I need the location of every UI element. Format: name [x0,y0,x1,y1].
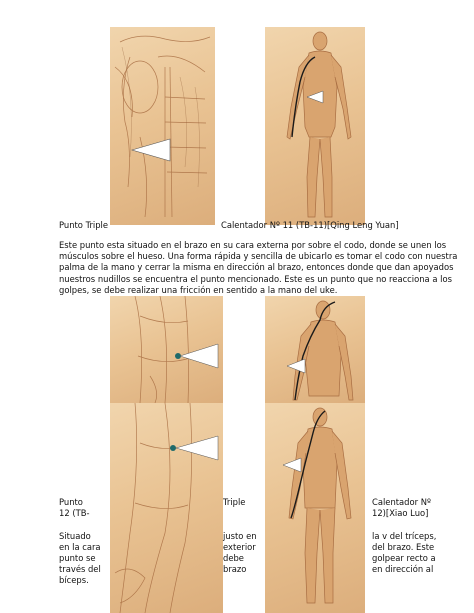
column-line: exterior [223,541,256,552]
description-paragraph [59,240,457,296]
text-column-left [59,497,101,587]
column-line: Punto [59,497,83,507]
point-arrow-icon [283,458,301,472]
column-line: la v del tríceps, [372,530,437,541]
column-line: brazo [223,564,247,575]
column-line: en la cara [59,541,101,552]
column-line: punto se [59,553,96,564]
column-line [223,519,257,530]
point-arrow-icon [132,139,170,161]
column-line: golpear recto a [372,553,436,564]
paragraph-line: músculos sobre el hueso. Una forma rápida y sencilla de ubicarlo es tomar el codo con nuestra [59,251,458,262]
point-arrow-icon [176,436,218,460]
point-arrow-icon [180,344,218,368]
full-body-back-image-top [265,296,365,403]
column-line: 12 (TB- [59,508,90,519]
text-column-right [372,497,436,575]
column-line [372,519,436,530]
column-line: Triple [223,497,246,507]
column-line: debe [223,553,244,564]
text-column-middle [223,497,257,575]
column-line: 12)[Xiao Luo] [372,508,429,519]
paragraph-line: golpes, se debe realizar una fricción en sentido a la mano del uke. [59,284,338,295]
forearm-muscle-closeup-image [110,296,223,403]
column-line: del brazo. Este [372,541,435,552]
full-body-back-image-bottom [265,403,365,613]
column-line: bíceps. [59,575,89,586]
column-line [59,519,101,530]
arm-muscle-long-image [110,403,223,613]
column-line: justo en [223,530,257,541]
point-name-right: Calentador Nº 11 (TB-11)[Qing Leng Yuan] [221,220,399,230]
point-name-left: Punto Triple [59,220,109,230]
column-line: Situado [59,530,91,541]
paragraph-line: nuestros nudillos se encuentra el punto mencionado. Este es un punto que no reacciona a los [59,273,452,284]
torso-muscle-closeup-image [110,27,215,225]
paragraph-line: Este punto esta situado en el brazo en su cara externa por sobre el codo, donde se unen los [59,240,447,250]
column-line [223,508,257,519]
column-line: en dirección al [372,564,434,575]
column-line: Calentador Nº [372,497,431,507]
column-line: través del [59,564,101,575]
full-body-front-image [265,27,365,225]
paragraph-line: palma de la mano y cerrar la misma en dirección al brazo, entonces donde que dan apoyados [59,262,454,273]
